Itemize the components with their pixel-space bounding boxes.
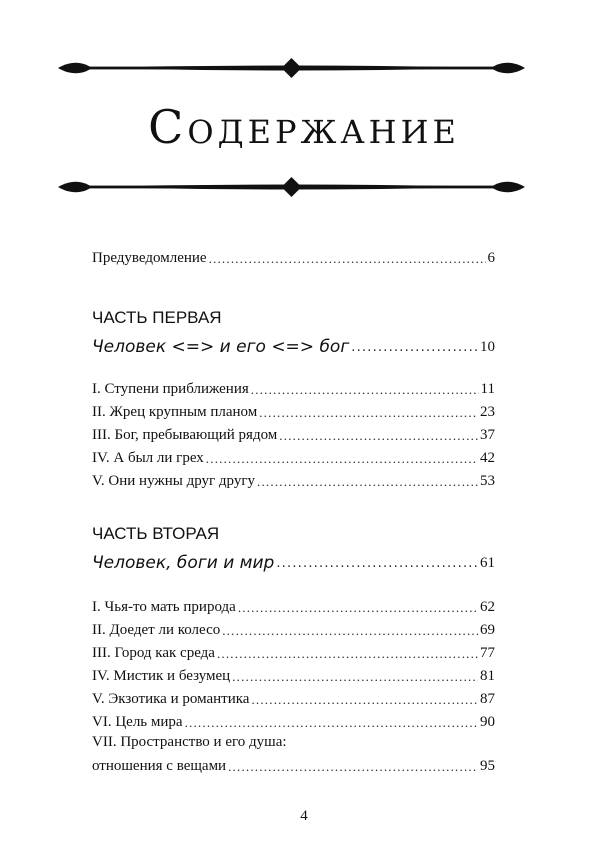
toc-entry-label: IV. Мистик и безумец [92,668,231,684]
toc-entry-page: 42 [480,450,495,466]
toc-entry-chapter[interactable] [92,423,495,445]
toc-entry-page: 87 [480,691,495,707]
dot-leader [259,404,478,422]
toc-entry-chapter[interactable] [92,446,495,468]
toc-entry-page: 53 [480,473,495,489]
toc-entry-label: Предуведомление [92,250,207,266]
toc-entry-label: I. Ступени приближения [92,381,249,397]
dot-leader [257,473,478,491]
toc-entry-page: 95 [480,758,495,774]
toc-entry-chapter[interactable] [92,377,495,399]
toc-entry-chapter[interactable] [92,618,495,640]
toc-entry-label: II. Жрец крупным планом [92,404,258,420]
dot-leader [206,450,478,468]
toc-entry-foreword[interactable] [92,246,495,268]
toc-entry-label: II. Доедет ли колесо [92,622,221,638]
toc-entry-chapter[interactable] [92,754,495,776]
toc-entry-page: 23 [480,404,495,420]
toc-entry-label: V. Экзотика и романтика [92,691,250,707]
toc-entry-label: Человек, боги и мир [92,553,275,573]
dot-leader [232,668,478,686]
bottom-ornament [58,175,525,199]
toc-entry-label: III. Бог, пребывающий рядом [92,427,278,443]
dot-leader [251,381,479,399]
dot-leader [228,758,478,776]
toc-entry-page: 10 [480,339,495,355]
toc-entry-chapter[interactable] [92,687,495,709]
top-ornament [58,56,525,80]
toc-entry-chapter[interactable] [92,664,495,686]
dot-leader [185,714,478,732]
toc-entry-page: 81 [480,668,495,684]
toc-entry-page: 11 [480,381,495,397]
toc-entry-label: Человек <=> и его <=> бог [92,337,350,357]
toc-entry-label-line-1[interactable]: VII. Пространство и его душа: [92,734,287,750]
toc-entry-chapter[interactable] [92,595,495,617]
dot-leader [251,691,478,709]
dot-leader [217,645,478,663]
toc-entry-label: отношения с вещами [92,758,227,774]
toc-entry-label: V. Они нужны друг другу [92,473,256,489]
page-title: Содержание [148,100,460,154]
toc-entry-chapter[interactable] [92,469,495,491]
toc-entry-chapter[interactable] [92,710,495,732]
toc-entry-label: I. Чья-то мать природа [92,599,236,615]
ornament-divider-icon [58,175,525,199]
toc-entry-page: 90 [480,714,495,730]
dot-leader [276,555,478,573]
part-2-heading: ЧАСТЬ ВТОРАЯ [92,524,220,543]
toc-entry-page: 61 [480,555,495,571]
toc-entry-page: 77 [480,645,495,661]
dot-leader [222,622,478,640]
toc-entry-chapter[interactable] [92,400,495,422]
toc-entry-part-2-title[interactable] [92,549,495,573]
toc-entry-page: 69 [480,622,495,638]
page-number: 4 [300,808,308,824]
toc-entry-chapter[interactable] [92,641,495,663]
toc-entry-label: VI. Цель мира [92,714,183,730]
toc-entry-page: 37 [480,427,495,443]
dot-leader [209,250,486,268]
ornament-divider-icon [58,56,525,80]
toc-entry-page: 62 [480,599,495,615]
toc-entry-label: III. Город как среда [92,645,215,661]
toc-entry-part-1-title[interactable] [92,333,495,357]
dot-leader [238,599,478,617]
dot-leader [279,427,478,445]
toc-entry-label: IV. А был ли грех [92,450,204,466]
dot-leader [351,339,478,357]
toc-entry-page: 6 [487,250,495,266]
part-1-heading: ЧАСТЬ ПЕРВАЯ [92,308,222,327]
